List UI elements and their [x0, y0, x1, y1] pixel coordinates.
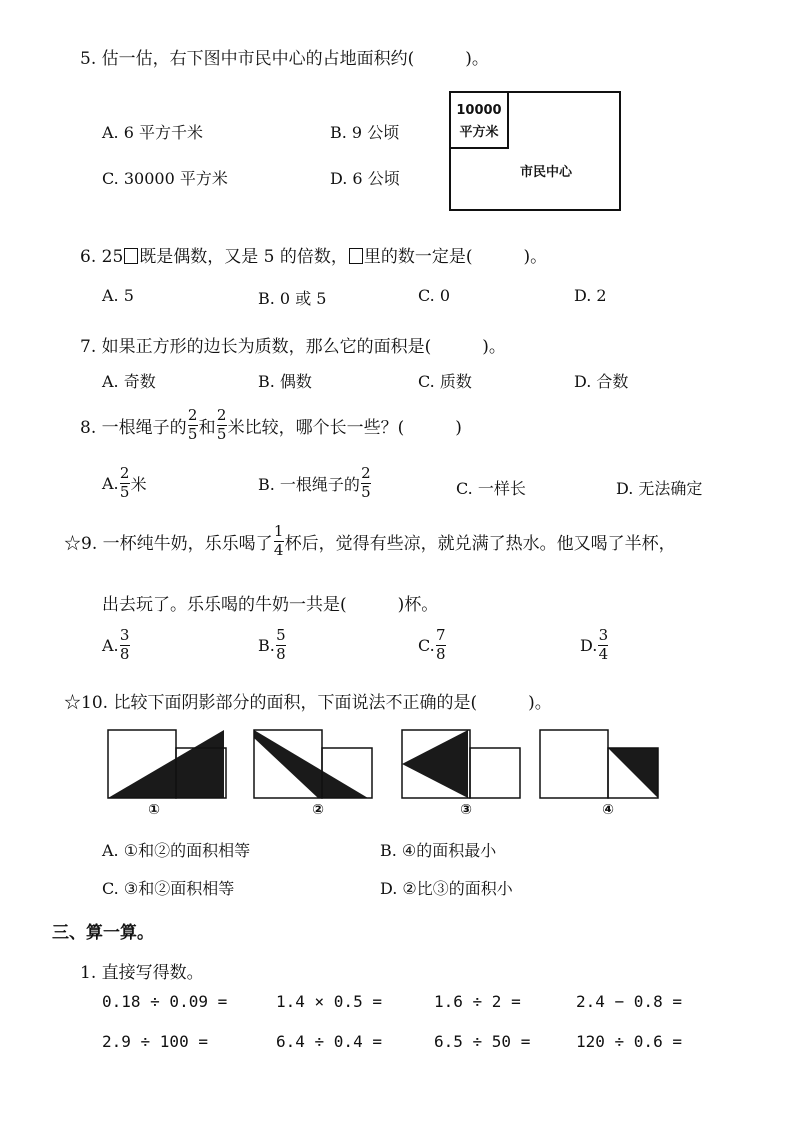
q8-stem-mid: 和	[198, 417, 216, 438]
q10-stem: ☆10. 比较下面阴影部分的面积，下面说法不正确的是( )。	[64, 693, 552, 713]
shaded-triangle	[108, 730, 224, 798]
shaded-figure-2	[254, 730, 372, 818]
option-letter: D.	[580, 635, 598, 655]
figure-label: ③	[460, 802, 472, 818]
q5-option-c[interactable]: C. 30000 平方米	[102, 169, 228, 188]
q9-stem-pre: ☆9. 一杯纯牛奶，乐乐喝了	[64, 533, 273, 554]
fraction	[188, 408, 198, 443]
option-letter: A.	[102, 635, 119, 655]
q10-option-d[interactable]: D. ②比③的面积小	[380, 879, 513, 898]
calc-item: 0.18 ÷ 0.09 =	[102, 992, 228, 1011]
q7-stem: 7. 如果正方形的边长为质数，那么它的面积是( )。	[80, 337, 506, 357]
q8-stem-pre: 8. 一根绳子的	[80, 417, 187, 438]
q6-stem-post: 里的数一定是( )。	[363, 247, 548, 267]
fraction	[361, 466, 371, 501]
subsection-title: 1. 直接写得数。	[80, 963, 204, 983]
q6-option-c[interactable]: C. 0	[418, 286, 451, 305]
section-title: 三、算一算。	[52, 923, 154, 943]
q6-option-a[interactable]: A. 5	[102, 286, 134, 305]
blank-box-icon	[124, 248, 138, 264]
q7-option-c[interactable]: C. 质数	[418, 372, 472, 391]
option-text: B. 一根绳子的	[258, 474, 360, 494]
denominator: 4	[598, 644, 609, 663]
denominator: 8	[119, 644, 130, 663]
calc-item: 1.6 ÷ 2 =	[434, 992, 521, 1011]
q8-stem	[80, 408, 462, 443]
calc-item: 2.4 − 0.8 =	[576, 992, 682, 1011]
numerator: 2	[119, 464, 130, 482]
fraction	[217, 408, 227, 443]
q6-stem	[80, 242, 547, 267]
q8-option-d[interactable]: D. 无法确定	[616, 479, 703, 498]
unit-square-label-number: 10000	[456, 103, 502, 118]
shaded-figure-3	[402, 730, 520, 818]
numerator: 7	[435, 626, 446, 644]
numerator: 2	[361, 464, 371, 482]
figure-label: ④	[602, 802, 614, 818]
numerator: 2	[216, 406, 227, 424]
calc-item: 6.4 ÷ 0.4 =	[276, 1032, 382, 1051]
figure-label: ①	[148, 802, 160, 818]
numerator: 5	[276, 626, 286, 644]
denominator: 5	[119, 482, 130, 501]
q10-option-c[interactable]: C. ③和②面积相等	[102, 879, 235, 898]
unit-square-label-unit: 平方米	[459, 125, 499, 140]
calc-item: 1.4 × 0.5 =	[276, 992, 382, 1011]
q9-option-a[interactable]	[102, 628, 131, 663]
fraction	[274, 524, 284, 559]
q9-option-c[interactable]	[418, 628, 447, 663]
q9-option-d[interactable]	[580, 628, 609, 663]
q5-area-figure	[448, 90, 624, 212]
q9-stem	[64, 524, 676, 559]
numerator: 3	[119, 626, 130, 644]
numerator: 1	[273, 522, 284, 540]
civic-center-label: 市民中心	[519, 165, 573, 180]
shaded-triangle	[254, 730, 368, 798]
numerator: 3	[598, 626, 609, 644]
option-letter: A.	[102, 473, 119, 493]
q5-option-b[interactable]: B. 9 公顷	[330, 123, 400, 142]
q10-shaded-figures	[104, 726, 664, 818]
q7-option-d[interactable]: D. 合数	[574, 372, 629, 391]
denominator: 5	[187, 424, 198, 443]
blank-box-icon	[349, 248, 363, 264]
q9-option-b[interactable]	[258, 628, 287, 663]
fraction	[120, 628, 130, 663]
small-square	[470, 748, 520, 798]
calc-item: 2.9 ÷ 100 =	[102, 1032, 208, 1051]
q9-stem-line2: 出去玩了。乐乐喝的牛奶一共是( )杯。	[102, 595, 439, 615]
shaded-triangle	[608, 748, 658, 798]
denominator: 8	[276, 644, 286, 663]
q5-option-d[interactable]: D. 6 公顷	[330, 169, 400, 188]
shaded-figure-4	[540, 730, 658, 818]
option-letter: C.	[418, 635, 435, 655]
q8-option-a[interactable]	[102, 466, 147, 501]
q9-stem-post: 杯后，觉得有些凉，就兑满了热水。他又喝了半杯，	[284, 533, 676, 554]
calc-item: 6.5 ÷ 50 =	[434, 1032, 531, 1051]
denominator: 4	[273, 540, 284, 559]
numerator: 2	[187, 406, 198, 424]
shaded-figure-1	[108, 730, 226, 818]
q8-stem-post: 米比较，哪个长一些？( )	[227, 417, 462, 438]
q7-option-a[interactable]: A. 奇数	[102, 372, 156, 391]
fraction	[436, 628, 446, 663]
shaded-triangle	[402, 730, 468, 798]
q10-option-a[interactable]: A. ①和②的面积相等	[102, 841, 251, 860]
option-unit: 米	[130, 474, 147, 494]
q6-option-d[interactable]: D. 2	[574, 286, 607, 305]
fraction	[598, 628, 608, 663]
q6-stem-pre: 6. 25	[80, 247, 124, 267]
q8-option-c[interactable]: C. 一样长	[456, 479, 526, 498]
denominator: 8	[435, 644, 446, 663]
fraction	[120, 466, 130, 501]
figure-label: ②	[312, 802, 324, 818]
q5-stem: 5. 估一估，右下图中市民中心的占地面积约( )。	[80, 49, 489, 69]
q5-option-a[interactable]: A. 6 平方千米	[102, 123, 203, 142]
large-square	[540, 730, 608, 798]
q10-option-b[interactable]: B. ④的面积最小	[380, 841, 497, 860]
denominator: 5	[361, 482, 371, 501]
option-letter: B.	[258, 635, 275, 655]
q7-option-b[interactable]: B. 偶数	[258, 372, 312, 391]
denominator: 5	[216, 424, 227, 443]
q8-option-b[interactable]	[258, 466, 372, 501]
fraction	[276, 628, 286, 663]
q6-option-b[interactable]: B. 0 或 5	[258, 289, 327, 308]
q6-stem-mid: 既是偶数，又是 5 的倍数，	[139, 247, 348, 267]
calc-item: 120 ÷ 0.6 =	[576, 1032, 682, 1051]
